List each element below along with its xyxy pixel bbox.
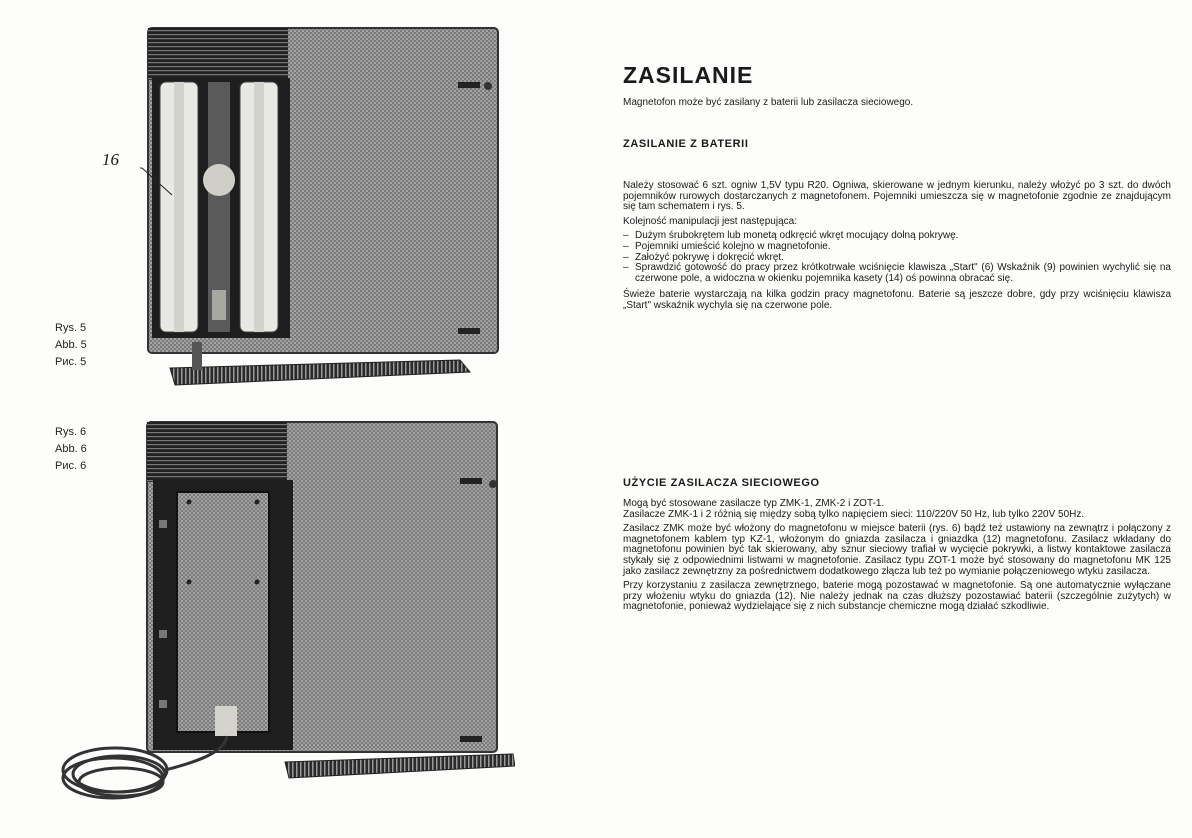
caption-line: Рис. 5 [55, 356, 87, 368]
caption-line: Rys. 6 [55, 426, 87, 438]
battery-paragraph-3: Świeże baterie wystarczają na kilka godzin pracy magnetofonu. Baterie są jeszcze dobre, gdy przy wciśnięciu klawisza „Start" wskaźnik wychyla się na czerwone pole. [623, 289, 1171, 311]
list-item: – Pojemniki umieścić kolejno w magnetofonie. [623, 242, 1171, 253]
mains-paragraph-1: Mogą być stosowane zasilacze typ ZMK-1, ZMK-2 i ZOT-1. [623, 498, 885, 509]
figure-6-mains-adapter-illustration [55, 410, 515, 830]
battery-heading: ZASILANIE Z BATERII [623, 138, 749, 150]
page-title: ZASILANIE [623, 62, 754, 88]
mains-section [623, 499, 1171, 617]
battery-paragraph-2: Kolejność manipulacji jest następująca: [623, 215, 797, 227]
caption-line: Рис. 6 [55, 460, 87, 472]
mains-paragraph-2: Zasilacze ZMK-1 i 2 różnią się między sobą tylko napięciem sieci: 110/220V 50 Hz, lub tylko 220V 50Hz. [623, 508, 1085, 520]
battery-section [623, 181, 1171, 316]
list-item: – Sprawdzić gotowość do pracy przez krótkotrwałe wciśnięcie klawisza „Start" (6) Wskaźnik (9) powinien wychylić się na czerwone pole, a widoczna w okienku pojemnika kasety (14) oś powinna obracać się. [623, 263, 1171, 284]
intro-text: Magnetofon może być zasilany z baterii lub zasilacza sieciowego. [623, 97, 914, 108]
list-item: – Dużym śrubokrętem lub monetą odkręcić wkręt mocujący dolną pokrywę. [623, 231, 1171, 242]
list-item: – Założyć pokrywę i dokręcić wkręt. [623, 253, 1171, 264]
battery-steps-list [623, 231, 1171, 284]
mains-heading: UŻYCIE ZASILACZA SIECIOWEGO [623, 477, 820, 489]
caption-line: Abb. 5 [55, 339, 87, 351]
mains-paragraph-4: Przy korzystaniu z zasilacza zewnętrznego, baterie mogą pozostawać w magnetofonie. Są one automatycznie wyłączane przy włożeniu wtyku do gniazda (12). Nie należy jednak na czas dłuższy pozostawiać baterii (szczególnie zużytych) w magnetofonie, ponieważ wydzielające się z nich substancje chemiczne mogą działać szkodliwie. [623, 580, 1171, 613]
caption-line: Abb. 6 [55, 443, 87, 455]
figure-6-caption [55, 424, 87, 475]
mains-paragraph-3: Zasilacz ZMK może być włożony do magnetofonu w miejsce baterii (rys. 6) bądź też ustawiony na zewnątrz i połączony z magnetofonem kablem typ KZ-1, włożonym do gniazda zasilacza i gniazdka (12) magnetofonu. Zasilacz wkładany do magnetofonu powinien być tak skierowany, aby sznur sieciowy trafiał w wycięcie pokrywki, a listwy kontaktowe zasilacza stykały się z odpowiednimi listwami w magnetofonie. Zasilacz typu ZOT-1 może być stosowany do magnetofonu MK 125 jako zasilacz zewnętrzny za pośrednictwem dodatkowego złącza lub też po wymianie połączeniowego wtyku zasilacza. [623, 523, 1171, 577]
battery-paragraph-1: Należy stosować 6 szt. ogniw 1,5V typu R20. Ogniwa, skierowane w jednym kierunku, należy włożyć po 3 szt. do dwóch pojemników rurowych dostarczanych z magnetofonem. Pojemniki umieszcza się w magnetofonie zgodnie ze znajdującym się tam schematem i rys. 5. [623, 180, 1171, 213]
intro-paragraph [623, 98, 1171, 113]
caption-line: Rys. 5 [55, 322, 87, 334]
figure-5-caption [55, 320, 87, 371]
callout-number-16: 16 [102, 150, 119, 169]
figure-5-battery-compartment-illustration [140, 20, 510, 400]
